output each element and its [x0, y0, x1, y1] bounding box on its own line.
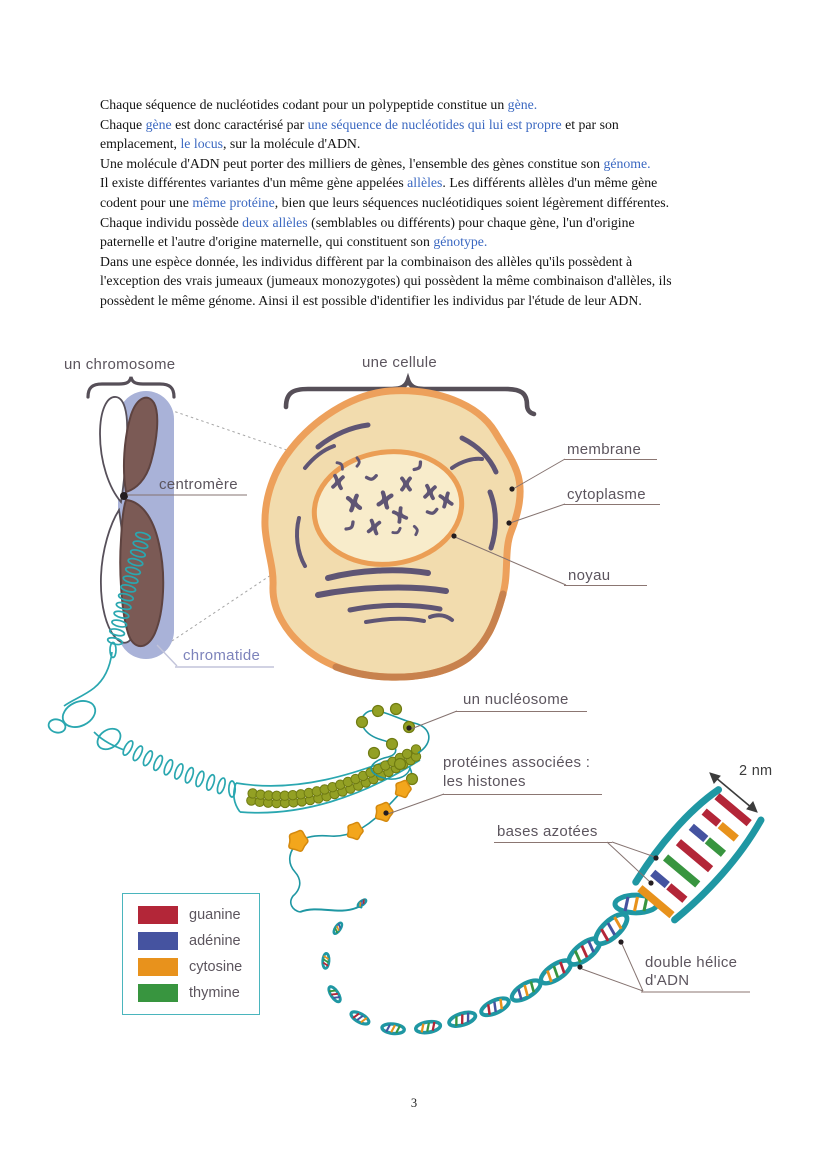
label-bases: bases azotées	[497, 823, 598, 840]
text-line	[100, 95, 740, 115]
term-link[interactable]: génome.	[603, 155, 651, 171]
text-segment: Une molécule d'ADN peut porter des milliers de gènes, l'ensemble des gènes constitue son	[100, 155, 604, 171]
text-line	[100, 291, 740, 311]
cell-illustration	[265, 391, 520, 678]
text-segment: est donc caractérisé par	[171, 116, 308, 132]
term-link[interactable]: gène	[145, 116, 172, 132]
label-noyau: noyau	[568, 567, 611, 584]
base-color-legend	[122, 893, 260, 1015]
adenine-swatch	[138, 932, 178, 950]
thymine-swatch	[138, 984, 178, 1002]
text-line	[100, 213, 740, 233]
text-line	[100, 232, 740, 252]
guanine-label: guanine	[189, 907, 241, 923]
text-line	[100, 173, 740, 193]
label-chromatide: chromatide	[183, 647, 261, 664]
text-line	[100, 154, 740, 174]
text-segment: Chaque individu possède	[100, 214, 243, 230]
label-histones-2: les histones	[443, 773, 526, 790]
linker-string	[290, 711, 429, 912]
chromosome-illustration	[100, 391, 174, 659]
cytosine-label: cytosine	[189, 959, 243, 975]
text-segment: paternelle et l'autre d'origine maternelle, qui constituent son	[100, 234, 434, 250]
cytosine-swatch	[138, 958, 178, 976]
text-segment: . Les différents allèles d'un même gène	[442, 175, 658, 191]
term-link[interactable]: le locus	[180, 136, 223, 152]
label-cytoplasme: cytoplasme	[567, 486, 646, 503]
text-line	[100, 193, 740, 213]
text-line	[100, 115, 740, 135]
label-chromosome: un chromosome	[64, 356, 176, 373]
legend-row-thymine	[138, 984, 259, 1002]
text-line	[100, 134, 740, 154]
text-segment: l'exception des vrais jumeaux (jumeaux monozygotes) qui possèdent la même combinaison d'allèles, ils	[100, 273, 672, 289]
legend-row-adenine	[138, 932, 259, 950]
thymine-label: thymine	[189, 985, 240, 1001]
text-segment: possèdent le même génome. Ainsi il est possible d'identifier les individus par l'étude de leur ADN.	[100, 292, 642, 308]
text-segment: , sur la molécule d'ADN.	[222, 136, 361, 152]
term-link[interactable]: deux allèles	[242, 214, 308, 230]
text-line	[100, 252, 740, 272]
legend-row-cytosine	[138, 958, 259, 976]
label-histones-1: protéines associées :	[443, 754, 591, 771]
dna-helix	[322, 895, 657, 1034]
term-link[interactable]: même protéine	[192, 194, 275, 210]
label-membrane: membrane	[567, 441, 642, 458]
text-line	[100, 271, 740, 291]
text-segment: et par son	[561, 116, 619, 132]
label-centromere: centromère	[159, 476, 238, 493]
text-segment: Chaque	[100, 116, 146, 132]
page-number: 3	[410, 1096, 418, 1110]
text-segment: (semblables ou différents) pour chaque gène, l'un d'origine	[307, 214, 635, 230]
term-link[interactable]: génotype.	[433, 234, 488, 250]
chromosome-brace	[88, 377, 174, 397]
guanine-swatch	[138, 906, 178, 924]
label-nucleosome: un nucléosome	[463, 691, 569, 708]
body-text	[100, 95, 740, 311]
term-link[interactable]: gène.	[507, 97, 538, 112]
legend-row-guanine	[138, 906, 259, 924]
text-segment: Dans une espèce donnée, les individus diffèrent par la combinaison des allèles qu'ils possèdent à	[100, 253, 633, 269]
label-helice-1: double hélice	[645, 954, 738, 971]
text-segment: , bien que leurs séquences nucléotidiques soient légèrement différentes.	[274, 194, 670, 210]
label-helice-2: d'ADN	[645, 972, 690, 989]
label-scale-2nm: 2 nm	[739, 763, 773, 779]
label-cellule: une cellule	[362, 354, 438, 371]
centromere-dot	[120, 492, 128, 500]
adenine-label: adénine	[189, 933, 241, 949]
text-segment: emplacement,	[100, 136, 181, 152]
text-segment: codent pour une	[100, 194, 193, 210]
text-segment: Chaque séquence de nucléotides codant pour un polypeptide constitue un	[100, 97, 508, 112]
term-link[interactable]: une séquence de nucléotides qui lui est propre	[307, 116, 562, 132]
text-segment: Il existe différentes variantes d'un même gène appelées	[100, 175, 408, 191]
term-link[interactable]: allèles	[407, 175, 443, 191]
